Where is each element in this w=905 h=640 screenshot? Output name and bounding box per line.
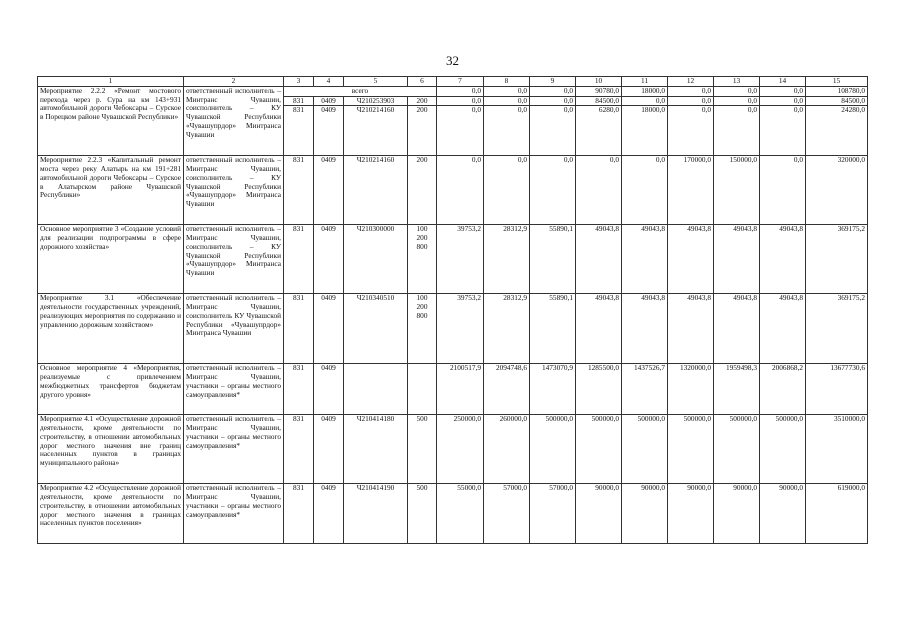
total-value: 0,0 — [484, 87, 530, 97]
funding-value: 250000,0 — [437, 415, 484, 484]
column-header-6: 6 — [408, 77, 437, 87]
activity-name: Мероприятие 2.2.3 «Капитальный ремонт моста через реку Алатырь на км 191+281 автомобильной дороги Чебоксары – Сурское в Алатырском районе Чувашской Республики» — [38, 156, 184, 225]
expense-type-code — [408, 415, 437, 484]
funding-value: 49043,8 — [760, 294, 806, 364]
column-header-15: 15 — [806, 77, 868, 87]
executor: ответственный исполнитель – Минтранс Чувашии, участники – органы местного самоуправления* — [184, 415, 284, 484]
grbs-code: 831 — [284, 484, 314, 544]
program-table — [37, 76, 868, 544]
funding-value: 0,0 — [576, 156, 622, 225]
funding-value: 84500,0 — [576, 96, 622, 106]
funding-value: 2094748,6 — [484, 364, 530, 415]
funding-value: 90000,0 — [668, 484, 714, 544]
total-value: 0,0 — [714, 87, 760, 97]
funding-value: 39753,2 — [437, 225, 484, 294]
total-label: всего — [284, 87, 437, 97]
funding-value: 49043,8 — [622, 294, 668, 364]
activity-name: Мероприятие 3.1 «Обеспечение деятельности государственных учреждений, реализующих мероприятия по содержанию и управлению дорожным хозяйством» — [38, 294, 184, 364]
funding-value: 0,0 — [760, 96, 806, 106]
column-header-3: 3 — [284, 77, 314, 87]
funding-value: 0,0 — [437, 106, 484, 156]
funding-value: 0,0 — [714, 96, 760, 106]
target-article-code: Ч210300000 — [344, 225, 408, 294]
funding-value: 1473070,9 — [530, 364, 576, 415]
funding-value: 13677730,6 — [806, 364, 868, 415]
funding-value: 500000,0 — [668, 415, 714, 484]
column-header-14: 14 — [760, 77, 806, 87]
grbs-code: 831 — [284, 364, 314, 415]
funding-value: 0,0 — [760, 156, 806, 225]
funding-value: 0,0 — [484, 106, 530, 156]
funding-value: 150000,0 — [714, 156, 760, 225]
funding-value: 1437526,7 — [622, 364, 668, 415]
section-code: 0409 — [314, 96, 344, 106]
header-row — [38, 77, 868, 87]
funding-value: 90000,0 — [760, 484, 806, 544]
funding-value: 57000,0 — [484, 484, 530, 544]
section-code: 0409 — [314, 415, 344, 484]
executor: ответственный исполнитель – Минтранс Чувашии, соисполнитель КУ Чувашской Республики «Чувашупрдор» Минтранса Чувашии — [184, 294, 284, 364]
activity-name: Основное мероприятие 4 «Мероприятия, реализуемые с привлечением межбюджетных трансфертов бюджетам другого уровня» — [38, 364, 184, 415]
grbs-code: 831 — [284, 156, 314, 225]
funding-value: 0,0 — [437, 156, 484, 225]
funding-value: 0,0 — [622, 156, 668, 225]
section-code: 0409 — [314, 364, 344, 415]
page-number: 32 — [446, 53, 459, 68]
grbs-code: 831 — [284, 106, 314, 156]
funding-value: 0,0 — [530, 96, 576, 106]
funding-value: 1320000,0 — [668, 364, 714, 415]
expense-type-code-item: 500 — [416, 483, 428, 493]
grbs-code: 831 — [284, 225, 314, 294]
funding-value: 49043,8 — [760, 225, 806, 294]
funding-value: 49043,8 — [622, 225, 668, 294]
section-code: 0409 — [314, 484, 344, 544]
executor: ответственный исполнитель – Минтранс Чувашии, соисполнитель – КУ Чувашской Республики «Чувашупрдор» Минтранса Чувашии — [184, 225, 284, 294]
section-code: 0409 — [314, 294, 344, 364]
activity-name: Мероприятие 4.1 «Осуществление дорожной деятельности, кроме деятельности по строительству, в отношении автомобильных дорог местного значения вне границ населенных пунктов в границах муниципального района» — [38, 415, 184, 484]
funding-value: 260000,0 — [484, 415, 530, 484]
table-row — [38, 225, 868, 294]
funding-value: 49043,8 — [714, 294, 760, 364]
funding-value: 90000,0 — [622, 484, 668, 544]
expense-type-code-item: 100 — [416, 293, 428, 303]
expense-type-code-item: 500 — [416, 414, 428, 424]
section-code: 0409 — [314, 225, 344, 294]
grbs-code: 831 — [284, 96, 314, 106]
expense-type-code — [408, 484, 437, 544]
funding-value: 84500,0 — [806, 96, 868, 106]
expense-type-code — [408, 364, 437, 415]
funding-value: 2100517,9 — [437, 364, 484, 415]
funding-value: 49043,8 — [576, 294, 622, 364]
funding-value: 55890,1 — [530, 294, 576, 364]
column-header-8: 8 — [484, 77, 530, 87]
target-article-code: Ч210214160 — [344, 106, 408, 156]
target-article-code: Ч210340510 — [344, 294, 408, 364]
expense-type-code-item: 200 — [416, 302, 428, 312]
expense-type-code-item: 800 — [416, 241, 428, 251]
funding-value: 2006868,2 — [760, 364, 806, 415]
total-value: 0,0 — [668, 87, 714, 97]
funding-value: 0,0 — [530, 106, 576, 156]
column-header-2: 2 — [184, 77, 284, 87]
funding-value: 24280,0 — [806, 106, 868, 156]
expense-type-code — [408, 225, 437, 294]
funding-value: 28312,9 — [484, 225, 530, 294]
funding-value: 90000,0 — [576, 484, 622, 544]
expense-type-code — [408, 156, 437, 225]
funding-value: 55000,0 — [437, 484, 484, 544]
funding-value: 0,0 — [622, 96, 668, 106]
activity-name: Основное мероприятие 3 «Создание условий для реализации подпрограммы в сфере дорожного хозяйства» — [38, 225, 184, 294]
funding-value: 0,0 — [714, 106, 760, 156]
funding-value: 500000,0 — [760, 415, 806, 484]
expense-type-code — [408, 294, 437, 364]
expense-type-code-item — [410, 364, 434, 373]
table-row — [38, 87, 868, 97]
expense-type-code-item: 800 — [416, 310, 428, 320]
executor: ответственный исполнитель – Минтранс Чувашии, соисполнитель – КУ Чувашской Республики «Чувашупрдор» Минтранса Чувашии — [184, 87, 284, 156]
funding-value: 170000,0 — [668, 156, 714, 225]
funding-value: 369175,2 — [806, 294, 868, 364]
total-value: 90780,0 — [576, 87, 622, 97]
table-row — [38, 156, 868, 225]
grbs-code: 831 — [284, 294, 314, 364]
total-value: 0,0 — [530, 87, 576, 97]
expense-type-code-item: 200 — [416, 233, 428, 243]
funding-value: 500000,0 — [714, 415, 760, 484]
section-code: 0409 — [314, 156, 344, 225]
column-header-4: 4 — [314, 77, 344, 87]
funding-value: 0,0 — [484, 96, 530, 106]
column-header-5: 5 — [344, 77, 408, 87]
table-row — [38, 415, 868, 484]
funding-value: 3510000,0 — [806, 415, 868, 484]
column-header-11: 11 — [622, 77, 668, 87]
funding-value: 49043,8 — [576, 225, 622, 294]
activity-name: Мероприятие 2.2.2 «Ремонт мостового перехода через р. Сура на км 143+931 автомобильной дороги Чебоксары – Сурское в Порецком районе Чувашской Республики» — [38, 87, 184, 156]
expense-type-code: 200 — [408, 106, 437, 156]
target-article-code — [344, 364, 408, 415]
funding-value: 6280,0 — [576, 106, 622, 156]
funding-value: 0,0 — [484, 156, 530, 225]
column-header-10: 10 — [576, 77, 622, 87]
funding-value: 49043,8 — [668, 225, 714, 294]
target-article-code: Ч210214160 — [344, 156, 408, 225]
funding-value: 0,0 — [668, 106, 714, 156]
section-code: 0409 — [314, 106, 344, 156]
funding-value: 0,0 — [530, 156, 576, 225]
funding-value: 49043,8 — [668, 294, 714, 364]
total-value: 0,0 — [437, 87, 484, 97]
funding-value: 39753,2 — [437, 294, 484, 364]
target-article-code: Ч210414180 — [344, 415, 408, 484]
activity-name: Мероприятие 4.2 «Осуществление дорожной деятельности, кроме деятельности по строительству, в отношении автомобильных дорог местного значения в границах населенных пунктов поселения» — [38, 484, 184, 544]
column-header-9: 9 — [530, 77, 576, 87]
funding-value: 55890,1 — [530, 225, 576, 294]
column-header-13: 13 — [714, 77, 760, 87]
column-header-7: 7 — [437, 77, 484, 87]
funding-value: 500000,0 — [622, 415, 668, 484]
funding-value: 500000,0 — [576, 415, 622, 484]
funding-value: 500000,0 — [530, 415, 576, 484]
funding-value: 0,0 — [760, 106, 806, 156]
funding-value: 320000,0 — [806, 156, 868, 225]
funding-value: 1959498,3 — [714, 364, 760, 415]
expense-type-code-item: 100 — [416, 224, 428, 234]
funding-value: 1285500,0 — [576, 364, 622, 415]
executor: ответственный исполнитель – Минтранс Чувашии, участники – органы местного самоуправления* — [184, 484, 284, 544]
table-row — [38, 484, 868, 544]
column-header-1: 1 — [38, 77, 184, 87]
table-row — [38, 294, 868, 364]
funding-value: 0,0 — [437, 96, 484, 106]
grbs-code: 831 — [284, 415, 314, 484]
table-row — [38, 364, 868, 415]
funding-value: 90000,0 — [714, 484, 760, 544]
total-value: 0,0 — [760, 87, 806, 97]
funding-value: 28312,9 — [484, 294, 530, 364]
funding-value: 49043,8 — [714, 225, 760, 294]
column-header-12: 12 — [668, 77, 714, 87]
total-value: 108780,0 — [806, 87, 868, 97]
funding-value: 57000,0 — [530, 484, 576, 544]
funding-value: 369175,2 — [806, 225, 868, 294]
total-value: 18000,0 — [622, 87, 668, 97]
target-article-code: Ч210414190 — [344, 484, 408, 544]
executor: ответственный исполнитель – Минтранс Чувашии, участники – органы местного самоуправления* — [184, 364, 284, 415]
expense-type-code: 200 — [408, 96, 437, 106]
funding-value: 0,0 — [668, 96, 714, 106]
executor: ответственный исполнитель – Минтранс Чувашии, соисполнитель – КУ Чувашской Республики «Чувашупрдор» Минтранса Чувашии — [184, 156, 284, 225]
expense-type-code-item: 200 — [416, 155, 428, 165]
funding-value: 619000,0 — [806, 484, 868, 544]
funding-value: 18000,0 — [622, 106, 668, 156]
target-article-code: Ч210253903 — [344, 96, 408, 106]
